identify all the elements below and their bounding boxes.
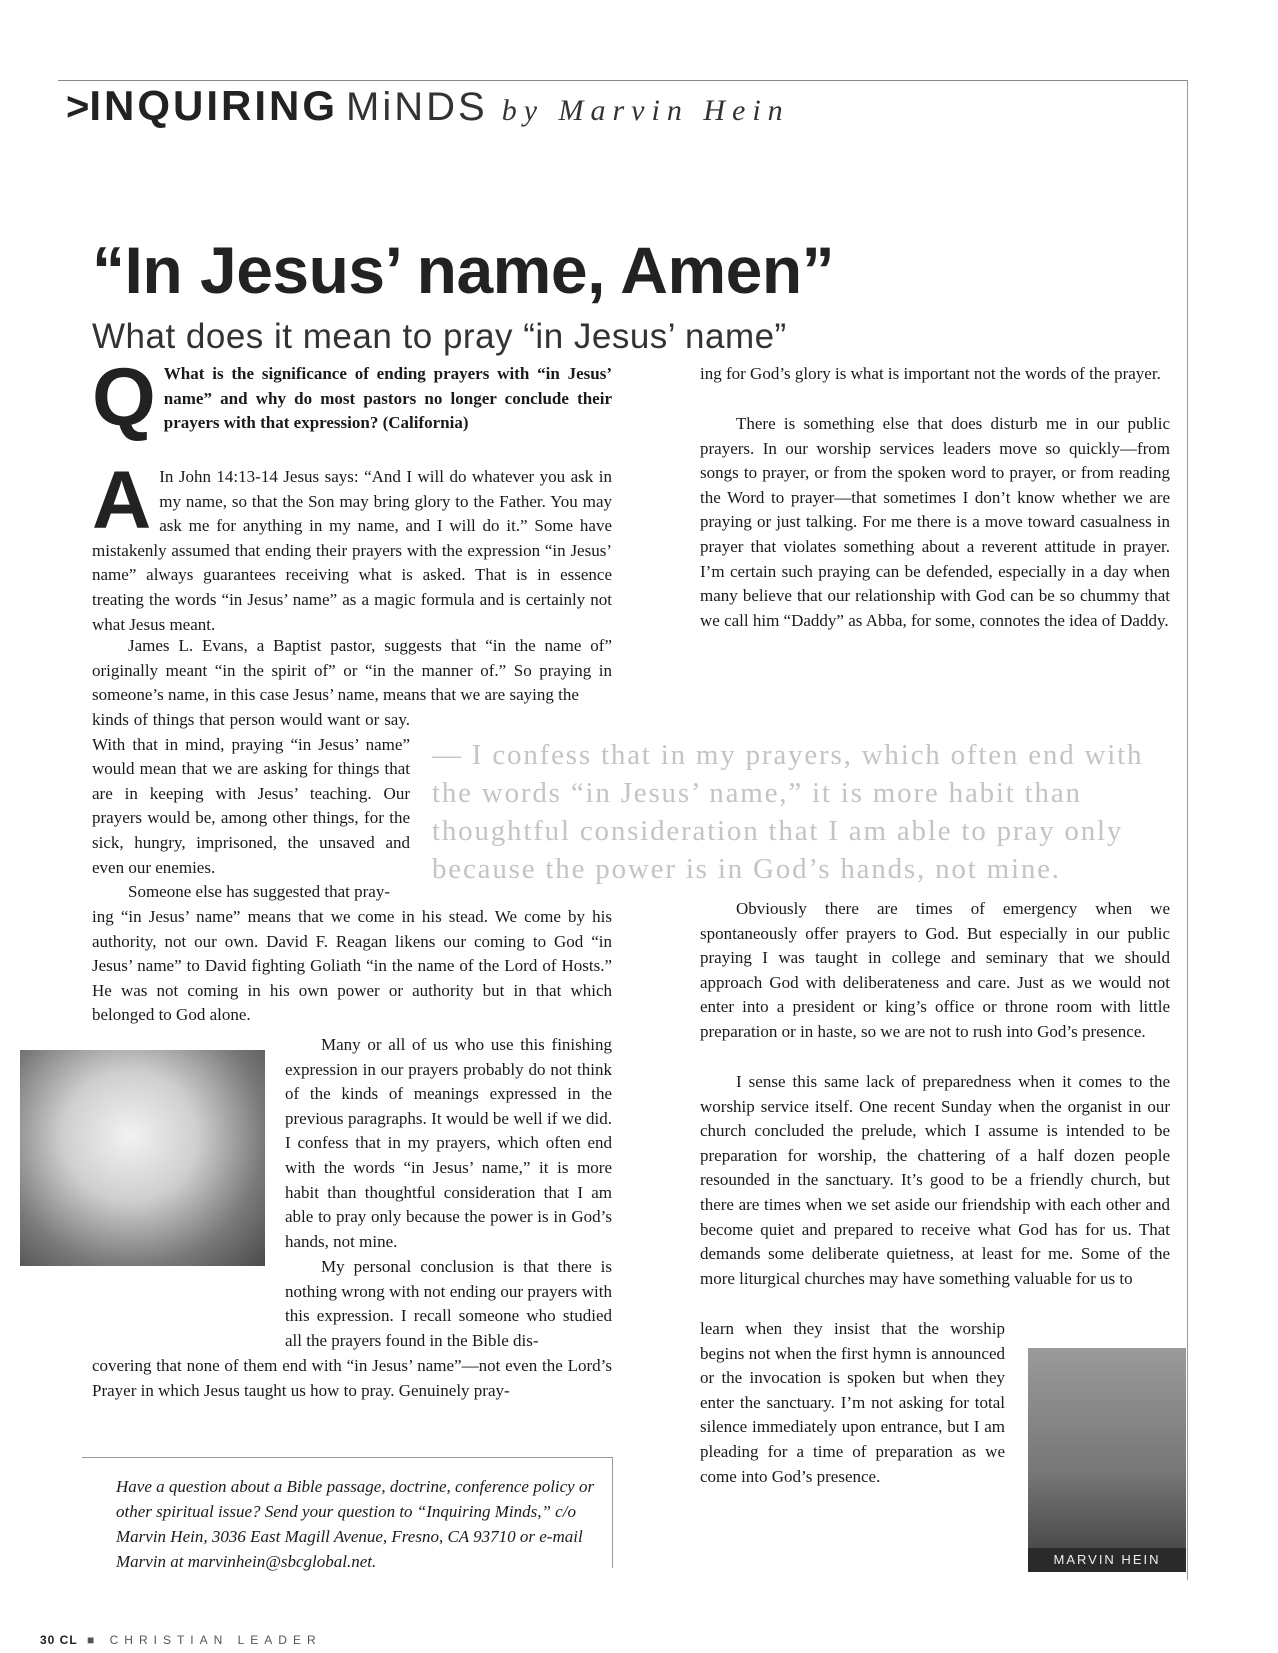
question-dropcap: Q: [92, 352, 156, 443]
author-photo-caption: MARVIN HEIN: [1028, 1548, 1186, 1572]
answer-dropcap: A: [92, 455, 152, 546]
question-block: [92, 352, 612, 443]
answer-p1-text: In John 14:13-14 Jesus says: “And I will do whatever you ask in my name, so that the Son may bring glory to the Father. You may ask me for anything in my name, and I will do it.” Some have mistakenly assumed that ending their prayers with the expression “in Jesus’ name” always guarantees receiving what is asked. That is in essence treating the words “in Jesus’ name” as a magic formula and is certainly not what Jesus meant.: [92, 467, 612, 634]
masthead-byline: by Marvin Hein: [501, 94, 790, 127]
article-title: “In Jesus’ name, Amen”: [92, 233, 835, 307]
answer-paragraph-2a: James L. Evans, a Baptist pastor, suggests that “in the name of” originally meant “in the spirit of” or “in the manner of.” So praying in someone’s name, in this case Jesus’ name, means that we are saying the: [92, 636, 612, 705]
answer-paragraph-2b: kinds of things that person would want or say. With that in mind, praying “in Jesus’ name” would mean that we are asking for things that are in keeping with Jesus’ teaching. Our prayers would be, among other things, for the sick, hungry, imprisoned, the unsaved and even our enemies.: [92, 710, 410, 877]
answer-paragraph-1: [92, 455, 612, 637]
author-photo: [1028, 1348, 1186, 1572]
footer-page-number: 30 CL: [40, 1633, 78, 1647]
answer-paragraph-4: Many or all of us who use this finishing expression in our prayers probably do not think of the kinds of meanings expressed in the previous paragraphs. It would be well if we did. I confess that in my prayers, which often end with the words “in Jesus’ name,” it is more habit than thoughtful consideration that I am able to pray only because the power is in God’s hands, not mine.: [285, 1035, 612, 1251]
answer-paragraph-5b: covering that none of them end with “in Jesus’ name”—not even the Lord’s Prayer in which Jesus taught us how to pray. Genuinely pray-: [92, 1356, 612, 1400]
submission-text: Have a question about a Bible passage, doctrine, conference policy or other spiritual issue? Send your question to “Inquiring Minds,” c/o Marvin Hein, 3036 East Magill Avenue, Fresno, CA 93710 or e-mail Marvin at marvinhein@sbcglobal.net.: [116, 1477, 595, 1571]
page-footer: [40, 1633, 322, 1647]
footer-divider: ■: [87, 1633, 101, 1647]
praying-hands-photo: [20, 1050, 265, 1266]
footer-magazine: CHRISTIAN LEADER: [109, 1633, 322, 1647]
right-paragraph-1: ing for God’s glory is what is important not the words of the prayer.: [700, 364, 1161, 383]
right-paragraph-4b: learn when they insist that the worship begins not when the first hymn is announced or the invocation is spoken but when they enter the sanctuary. I’m not asking for total silence immediately upon entrance, but I am pleading for a time of preparation as we come into God’s presence.: [700, 1319, 1005, 1486]
masthead-arrow: >: [66, 85, 90, 129]
submission-box: [82, 1457, 613, 1571]
question-text: What is the significance of ending prayers with “in Jesus’ name” and why do most pastors no longer conclude their prayers with that expression? (California): [163, 364, 612, 433]
right-paragraph-3: Obviously there are times of emergency when we spontaneously offer prayers to God. But especially in our public praying I was taught in college and seminary that we should approach God with deliberateness and care. Just as we would not enter into a president or king’s office or throne room with little preparation or in haste, so we are not to rush into God’s presence.: [700, 899, 1170, 1041]
answer-paragraph-5a: My personal conclusion is that there is nothing wrong with not ending our prayers with this expression. I recall someone who studied all the prayers found in the Bible dis-: [285, 1257, 612, 1350]
right-paragraph-2: There is something else that does disturb me in our public prayers. In our worship services leaders move so quickly—from songs to prayer, or from the spoken word to prayer, or from reading the Word to prayer—that sometimes I don’t know whether we are praying or just talking. For me there is a move toward casualness in prayer that violates something about a reverent attitude in prayer. I’m certain such praying can be defended, especially in a day when many believe that our relationship with God can be so chummy that we call him “Daddy” as Abba, for some, connotes the idea of Daddy.: [700, 414, 1170, 630]
right-rule: [1187, 80, 1188, 1580]
right-paragraph-4a: I sense this same lack of preparedness when it comes to the worship service itself. One recent Sunday when the organist in our church concluded the prelude, which I assume is intended to be preparation for worship, the chattering of a half dozen people resounded in the sanctuary. It’s good to be a friendly church, but there are times when we set aside our friendship with each other and become quiet and prepared to receive what God has for us. That demands some deliberate quietness, at least for me. Some of the more liturgical churches may have something valuable for us to: [700, 1072, 1170, 1288]
answer-paragraph-3a: Someone else has suggested that pray-: [128, 882, 391, 901]
masthead-inquiring: INQUIRING: [89, 82, 339, 129]
article-subtitle: What does it mean to pray “in Jesus’ name”: [92, 317, 787, 356]
top-rule: [58, 80, 1188, 81]
author-photo-image: [1028, 1348, 1186, 1572]
masthead-minds: MiNDS: [346, 85, 488, 129]
masthead: [66, 82, 790, 138]
answer-paragraph-3b: ing “in Jesus’ name” means that we come in his stead. We come by his authority, not our own. David F. Reagan likens our coming to God “in Jesus’ name” to David fighting Goliath “in the name of the Lord of Hosts.” He was not coming in his own power or authority but in that which belonged to God alone.: [92, 907, 612, 1025]
pull-quote: — I confess that in my prayers, which often end with the words “in Jesus’ name,” it is more habit than thoughtful consideration that I am able to pray only because the power is in God’s hands, not mine.: [432, 739, 1144, 885]
